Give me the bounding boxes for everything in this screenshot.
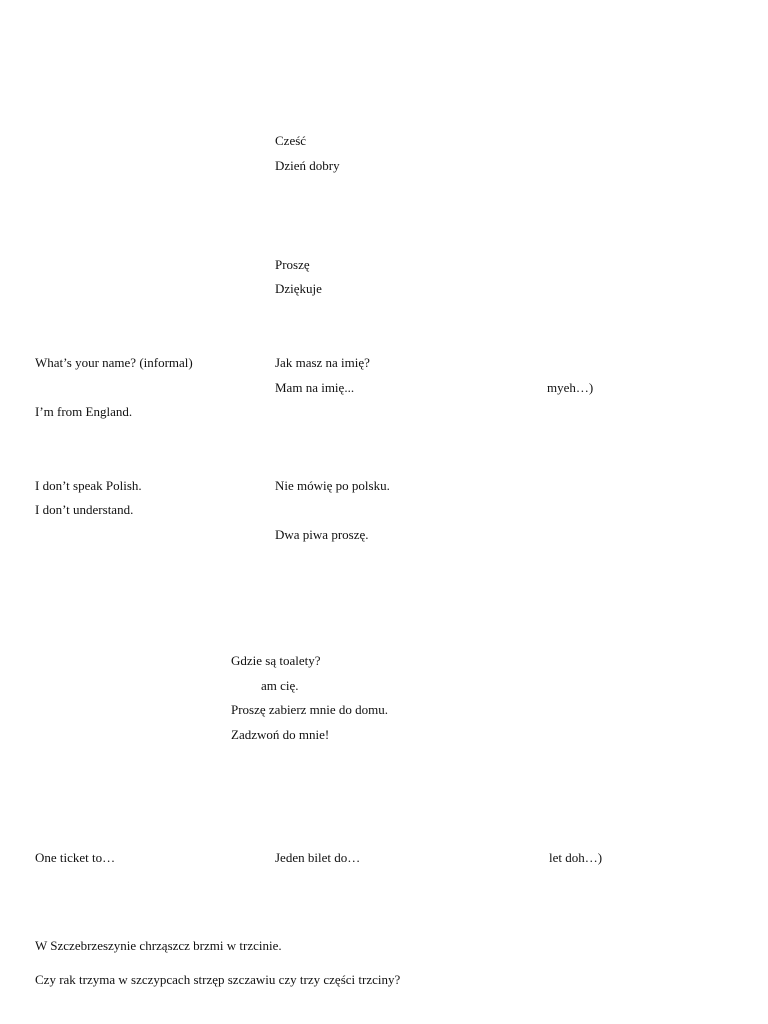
pl-call-me: Zadzwoń do mnie! [231,727,330,742]
pl-take-me-home: Proszę zabierz mnie do domu. [231,702,389,717]
en-whats-your-name: What’s your name? (informal) [35,355,193,370]
en-dont-speak-polish: I don’t speak Polish. [35,478,142,493]
pl-two-beers: Dwa piwa proszę. [275,527,369,542]
pronunciation-my-name: myeh…) [547,380,594,395]
en-one-ticket: One ticket to… [35,850,116,865]
tongue-twister-2: Czy rak trzyma w szczypcach strzęp szczawiu czy trzy części trzciny? [35,972,401,987]
pl-one-ticket: Jeden bilet do… [275,850,361,865]
phrase-please: Proszę [275,257,310,272]
pl-dont-speak-polish: Nie mówię po polsku. [275,478,390,493]
pl-where-toilets: Gdzie są toalety? [231,653,321,668]
phrase-thank-you: Dziękuje [275,281,322,296]
en-dont-understand: I don’t understand. [35,502,134,517]
en-from-england: I’m from England. [35,404,133,419]
pl-my-name-is: Mam na imię... [275,380,355,395]
pl-love-you-fragment: am cię. [261,678,299,693]
greeting-good-day: Dzień dobry [275,158,340,173]
tongue-twister-1: W Szczebrzeszynie chrząszcz brzmi w trzcinie. [35,938,282,953]
pl-whats-your-name: Jak masz na imię? [275,355,370,370]
greeting-hello: Cześć [275,133,307,148]
pronunciation-ticket: let doh…) [549,850,603,865]
